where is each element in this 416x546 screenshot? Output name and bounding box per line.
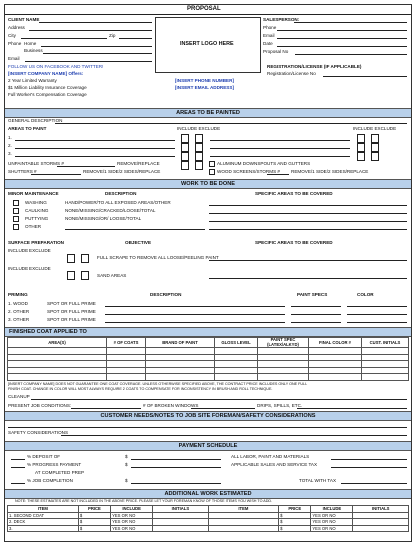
exclude-checkbox-r2[interactable] [371,143,379,152]
client-name-label: CLIENT NAME [8,17,40,22]
column-header: AREA(S) [8,338,107,348]
zip-field[interactable] [119,38,152,39]
include-checkbox-r3[interactable] [357,152,365,161]
priming-color-1[interactable] [347,306,407,307]
additional-work-bar: ADDITIONAL WORK ESTIMATED [5,489,411,499]
registration-field[interactable] [323,76,407,77]
proposal-no-label: Proposal No [263,49,289,54]
area-field-2[interactable] [15,148,175,149]
date-label: Date [263,41,273,46]
client-email-field[interactable] [25,61,152,62]
priming-specs-3[interactable] [291,322,341,323]
total-field[interactable] [341,483,407,484]
column-header: INITIALS [153,506,208,513]
washing-areas-field[interactable] [209,205,407,206]
washing-checkbox[interactable] [13,200,19,206]
washing-label: WASHING [25,200,47,205]
wood-screens-label: WOOD SCREENS/STORMS # [217,169,280,174]
broken-windows-field[interactable] [191,408,255,409]
payment-row-2-currency: $ [125,462,128,467]
column-header: BRAND OF PAINT [146,338,215,348]
title-rule [5,14,411,15]
surface-prep-heading: SURFACE PREPARATION [8,240,64,245]
exclude-checkbox-2[interactable] [195,143,203,152]
include-checkbox-1[interactable] [181,134,189,143]
salesperson-field[interactable] [294,22,407,23]
table-row[interactable] [8,374,409,381]
priming-row-3-field[interactable] [105,322,285,323]
completion-pct-field[interactable] [11,483,25,484]
include-checkbox-r1[interactable] [357,134,365,143]
priming-heading: PRIMING [8,292,28,297]
city-field[interactable] [21,38,107,39]
washing-desc: HAND/POWER/TO ALL EXPOSED AREAS/OTHER [65,200,171,205]
table-cell[interactable] [208,525,278,532]
labor-field[interactable] [331,459,407,460]
include-exclude-right: INCLUDE EXCLUDE [353,126,397,131]
safety-label: SAFETY CONSIDERATIONS [8,430,69,435]
logo-box [155,17,261,73]
sales-email-field[interactable] [277,38,407,39]
customer-notes-field[interactable] [8,427,407,428]
exclude-label-2: EXCLUDE [29,266,51,271]
table-cell[interactable] [353,525,409,532]
priming-row-2-label: 2. OTHER [8,309,30,314]
cleanup-field[interactable] [31,399,407,400]
priming-specs-2[interactable] [291,314,341,315]
offer-compensation: Full Worker's Compensation Coverage [8,92,87,97]
priming-row-2-field[interactable] [105,314,285,315]
phone-label: Phone [8,41,22,46]
payment-row-2-label: % PROGRESS PAYMENT [27,462,82,467]
area-field-r1[interactable] [210,140,350,141]
broken-windows-label: # OF BROKEN WINDOWS [143,403,199,408]
column-header: FINAL COLOR # [309,338,362,348]
city-label: City [8,33,16,38]
priming-specs-1[interactable] [291,306,341,307]
sand-areas-label: SAND AREAS [97,273,127,278]
payment-row-4-currency: $ [125,478,128,483]
exclude-checkbox-r1[interactable] [371,134,379,143]
area-num-3: 3. [8,151,12,156]
priming-row-1-desc: SPOT OR FULL PRIME [47,301,96,306]
finished-coat-table [7,337,409,381]
table-cell: $ [78,519,110,526]
area-field-r3[interactable] [210,156,350,157]
table-cell: 1. SECOND COAT [8,512,79,519]
coverage-note-2: FINISH COAT. CHANGE IN COLOR WILL MOST ALWAYS REQUIRE 2 COATS TO COMPENSATE FOR INCONSISTENCY IN BRUSH AND ROLL TECHNIQUE. [8,387,273,391]
drips-field[interactable] [297,408,407,409]
table-cell: YES OR NO [111,512,153,519]
table-cell: YES OR NO [311,519,353,526]
exclude-checkbox-1[interactable] [195,134,203,143]
general-description-field[interactable] [55,123,407,124]
scrape-include-checkbox[interactable] [67,254,75,263]
company-offers: [INSERT COMPANY NAME] Offers: [8,71,84,76]
description-heading: DESCRIPTION [105,191,137,196]
zip-label: Zip [109,33,116,38]
date-field[interactable] [277,46,407,47]
table-cell: $ [78,512,110,519]
priming-description-heading: DESCRIPTION [150,292,182,297]
color-heading: COLOR [357,292,374,297]
home-phone-field[interactable] [41,46,152,47]
table-cell[interactable] [153,525,208,532]
objective-heading: OBJECTIVE [125,240,152,245]
include-checkbox-3[interactable] [181,152,189,161]
column-header: ITEM [208,506,278,513]
progress-amount-field[interactable] [131,467,221,468]
page-title: PROPOSAL [187,6,221,12]
shutters-field[interactable] [31,174,81,175]
payment-row-4-label: % JOB COMPLETION [27,478,73,483]
table-cell: YES OR NO [311,525,353,532]
minor-maintenance-heading: MINOR MAINTENANCE [8,191,59,196]
company-phone: [INSERT PHONE NUMBER] [175,78,234,83]
priming-row-3-label: 3. OTHER [8,317,30,322]
scrape-areas-field[interactable] [209,260,407,261]
completion-amount-field[interactable] [131,483,221,484]
logo-placeholder: INSERT LOGO HERE [180,41,234,47]
priming-color-2[interactable] [347,314,407,315]
table-cell: 2. DECK [8,519,79,526]
sales-phone-label: Phone [263,25,277,30]
puttying-desc: NONE/MISSING/OR/ LOOSE/TOTAL [65,216,142,221]
aluminum-label: ALUMINUM DOWNSPOUTS AND GUTTERS [217,161,311,166]
address-field[interactable] [29,30,152,31]
payment-row-3-label: AT COMPLETED PREP [35,470,85,475]
full-scrape-label: FULL SCRAPE TO REMOVE ALL LOOSE/PEELING PAINT [97,255,219,260]
additional-note: NOTE: THESE ESTIMATES ARE NOT INCLUDED IN THE ABOVE PRICE. PLEASE LET YOUR FOREMAN KNOW OF THOSE ITEMS YOU WISH TO ADD. [15,499,273,503]
column-header: PRICE [78,506,110,513]
labor-label: ALL LABOR, PAINT AND MATERIALS [231,454,310,459]
cleanup-label: CLEANUP [8,394,30,399]
unpaintable-label: UNPAINTABLE STORMS # [8,161,64,166]
priming-color-3[interactable] [347,322,407,323]
sand-include-checkbox[interactable] [67,271,75,280]
area-field-r2[interactable] [210,148,350,149]
sales-phone-field[interactable] [277,30,407,31]
column-header: INCLUDE [311,506,353,513]
puttying-areas-field[interactable] [209,221,407,222]
tax-field[interactable] [331,467,407,468]
coverage-note-1: [INSERT COMPANY NAME] DOES NOT GUARANTEE ONE COAT COVERAGE. UNLESS OTHERWISE SPECIFIED ABOVE, THE CONTRACT PRICE INCLUDES ONLY ONE FULL [8,382,308,386]
priming-row-1-label: 1. WOOD [8,301,28,306]
column-header: PRICE [279,506,311,513]
follow-line: FOLLOW US ON FACEBOOK AND TWITTER! [8,64,104,69]
caulking-checkbox[interactable] [13,208,19,214]
deposit-amount-field[interactable] [131,459,221,460]
caulking-desc: NONE/MISSING/CRACKED/LOOSE/TOTAL [65,208,156,213]
deposit-pct-field[interactable] [11,459,25,460]
progress-pct-field[interactable] [11,467,25,468]
salesperson-label: SALESPERSON: [263,17,300,22]
include-checkbox-r2[interactable] [357,143,365,152]
exclude-label-1: EXCLUDE [29,248,51,253]
include-checkbox-4[interactable] [181,161,189,170]
column-header: INITIALS [353,506,409,513]
specific-areas-heading-2: SPECIFIC AREAS TO BE COVERED [255,240,333,245]
payment-row-1-currency: $ [125,454,128,459]
email-label: Email [8,56,20,61]
column-header: # OF COATS [107,338,146,348]
caulking-label: CAULKING [25,208,49,213]
column-header: CUST. INITIALS [362,338,409,348]
exclude-checkbox-4[interactable] [195,161,203,170]
other-checkbox[interactable] [13,224,19,230]
other-label: OTHER [25,224,42,229]
payment-row-1-label: % DEPOSIT OF [27,454,61,459]
proposal-form [4,4,412,542]
safety-field[interactable] [61,435,407,436]
client-name-field[interactable] [39,22,152,23]
general-description-label: GENERAL DESCRIPTION [8,118,63,123]
column-header: GLOSS LEVEL [215,338,258,348]
exclude-checkbox-3[interactable] [195,152,203,161]
table-cell: $ [78,525,110,532]
offer-insurance: $1 Million Liability Insurance Coverage [8,85,87,90]
sales-email-label: Email [263,33,275,38]
column-header: PAINT SPEC (LATEX/ALKYD) [258,338,309,348]
unpaintable-options: REMOVE/REPLACE [117,161,160,166]
wood-screens-field[interactable] [267,174,289,175]
table-cell: $ [279,512,311,519]
priming-row-1-field[interactable] [105,306,285,307]
table-cell: YES OR NO [111,525,153,532]
table-cell: YES OR NO [311,512,353,519]
business-label: Business [24,48,43,53]
caulking-areas-field[interactable] [209,213,407,214]
customer-needs-bar: CUSTOMER NEEDS/NOTES TO JOB SITE FOREMAN/SAFETY CONSIDERATIONS [5,411,411,421]
aluminum-checkbox[interactable] [209,161,215,167]
sand-areas-field[interactable] [209,278,407,279]
table-cell: $ [279,525,311,532]
table-row[interactable] [8,525,409,532]
scrape-exclude-checkbox[interactable] [81,254,89,263]
shutters-label: SHUTTERS # [8,169,37,174]
priming-row-2-desc: SPOT OR FULL PRIME [47,309,96,314]
include-checkbox-2[interactable] [181,143,189,152]
sand-exclude-checkbox[interactable] [81,271,89,280]
areas-painted-bar: AREAS TO BE PAINTED [5,108,411,118]
drips-label: DRIPS, SPILLS, ETC. [257,403,303,408]
other-areas-field[interactable] [209,229,407,230]
area-field-1[interactable] [15,140,175,141]
shutters-options: REMOVE/1 SIDE/2 SIDES/REPLACE [83,169,161,174]
table-cell: 3. [8,525,79,532]
puttying-checkbox[interactable] [13,216,19,222]
business-phone-field[interactable] [43,53,152,54]
areas-to-paint-label: AREAS TO PAINT [8,126,47,131]
specific-areas-heading: SPECIFIC AREAS TO BE COVERED [255,191,333,196]
additional-work-table [7,505,409,532]
payment-schedule-bar: PAYMENT SCHEDULE [5,441,411,451]
present-conditions-field[interactable] [71,408,141,409]
finished-coat-bar: FINISHED COAT APPLIED TO [5,327,411,337]
table-cell: YES OR NO [111,519,153,526]
paint-specs-heading: PAINT SPECS [297,292,328,297]
tax-label: APPLICABLE SALES AND SERVICE TAX [231,462,318,467]
column-header: INCLUDE [111,506,153,513]
column-header: ITEM [8,506,79,513]
exclude-checkbox-r3[interactable] [371,152,379,161]
address-label: Address [8,25,25,30]
priming-row-3-desc: SPOT OR FULL PRIME [47,317,96,322]
wood-screens-checkbox[interactable] [209,169,215,175]
include-label-1: INCLUDE [8,248,29,253]
unpaintable-field[interactable] [57,166,115,167]
area-field-3[interactable] [15,156,175,157]
other-desc-field[interactable] [65,229,205,230]
table-header-row [8,338,409,348]
wood-screens-options: REMOVE/1 SIDE/2 SIDES/REPLACE [291,169,369,174]
proposal-no-field[interactable] [295,54,407,55]
area-num-1: 1. [8,135,12,140]
area-num-2: 2. [8,143,12,148]
table-cell: $ [279,519,311,526]
registration-label: Registration/License No [267,71,316,76]
registration-heading: REGISTRATION/LICENSE (IF APPLICABLE) [267,64,362,69]
offer-warranty: 2 Year Limited Warranty [8,78,57,83]
include-label-2: INCLUDE [8,266,29,271]
puttying-label: PUTTYING [25,216,49,221]
include-exclude-left: INCLUDE EXCLUDE [177,126,221,131]
present-conditions-label: PRESENT JOB CONDITIONS: [8,403,72,408]
company-email: [INSERT EMAIL ADDRESS] [175,85,234,90]
total-label: TOTAL WITH TAX [299,478,337,483]
home-label: Home [24,41,37,46]
work-done-bar: WORK TO BE DONE [5,179,411,189]
